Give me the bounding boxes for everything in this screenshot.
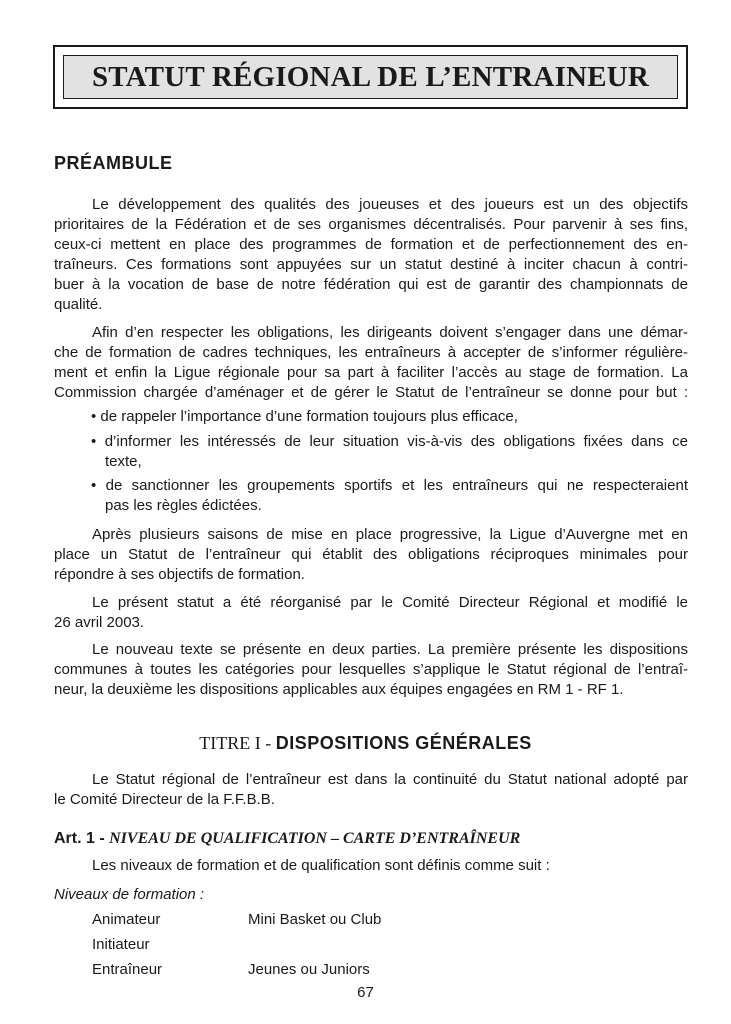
text-line: che de formation de cadres techniques, les entraîneurs à accepter de s’informer régulière- — [54, 344, 688, 361]
text-line: Le présent statut a été réorganisé par le Comité Directeur Régional et modifié le — [92, 594, 688, 611]
article-1-intro: Les niveaux de formation et de qualification sont définis comme suit : — [92, 857, 550, 874]
text-line: • de rappeler l’importance d’une formation toujours plus efficace, — [91, 408, 518, 425]
text-line: Le développement des qualités des joueuses et des joueurs est un des objectifs — [92, 196, 688, 213]
text-line: Le nouveau texte se présente en deux parties. La première présente les dispositions — [92, 641, 688, 658]
text-line: qualité. — [54, 296, 103, 313]
text-line: pas les règles édictées. — [105, 497, 262, 514]
text-line: • de sanctionner les groupements sportifs et les entraîneurs qui ne respecteraient — [91, 477, 688, 494]
article-label: Art. 1 — [54, 830, 95, 847]
preambule-paragraph-1 — [54, 195, 688, 315]
text-line: • d’informer les intéressés de leur situation vis-à-vis des obligations fixées dans ce — [91, 433, 688, 450]
text-line: le Comité Directeur de la F.F.B.B. — [54, 791, 275, 808]
preambule-paragraph-4 — [54, 593, 688, 633]
bullet-item-1 — [91, 407, 688, 427]
text-line: communes à toutes les catégories pour lesquelles s’applique le Statut régional de l’entraî- — [54, 661, 688, 678]
text-line: texte, — [105, 453, 142, 470]
title-inner-frame — [63, 55, 678, 99]
text-line: place un Statut de l’entraîneur qui établit des obligations réciproques minimales pour — [54, 546, 688, 563]
niveau-scope: Jeunes ou Juniors — [248, 961, 370, 978]
page-number: 67 — [357, 984, 374, 1001]
titre-title: DISPOSITIONS GÉNÉRALES — [275, 733, 532, 753]
titre-prefix: TITRE I - — [199, 733, 276, 753]
preambule-paragraph-3 — [54, 525, 688, 585]
text-line: Commission chargée d’aménager et de gérer le Statut de l’entraîneur se donne pour but : — [54, 384, 688, 401]
text-line: Après plusieurs saisons de mise en place progressive, la Ligue d’Auvergne met en — [92, 526, 688, 543]
niveaux-label: Niveaux de formation : — [54, 886, 205, 903]
text-line: répondre à ses objectifs de formation. — [54, 566, 305, 583]
text-line: Le Statut régional de l’entraîneur est dans la continuité du Statut national adopté par — [92, 771, 688, 788]
page-title: STATUT RÉGIONAL DE L’ENTRAINEUR — [91, 60, 650, 93]
text-line: neur, la deuxième les dispositions applicables aux équipes engagées en RM 1 - RF 1. — [54, 681, 624, 698]
text-line: ceux-ci mettent en place des programmes de formation et de perfectionnement des en- — [54, 236, 688, 253]
titre-1-heading — [0, 733, 731, 754]
niveau-level: Animateur — [92, 911, 161, 928]
text-line: buer à la vocation de base de notre fédération qui est de garantir des championnats de — [54, 276, 688, 293]
bullet-item-2 — [91, 432, 688, 472]
title-frame — [53, 45, 688, 109]
preambule-heading: PRÉAMBULE — [54, 153, 173, 173]
text-line: 26 avril 2003. — [54, 614, 145, 631]
bullet-item-3 — [91, 476, 688, 516]
text-line: Afin d’en respecter les obligations, les dirigeants doivent s’engager dans une démar- — [92, 324, 688, 341]
titre-1-paragraph — [54, 770, 688, 810]
niveau-level: Initiateur — [92, 936, 150, 953]
preambule-paragraph-5 — [54, 640, 688, 700]
text-line: traîneurs. Ces formations sont appuyées sur un statut destiné à inciter chacun à contri- — [54, 256, 688, 273]
text-line: ment et enfin la Ligue régionale pour sa part à faciliter l’accès au stage de formation. La — [54, 364, 688, 381]
preambule-paragraph-2 — [54, 323, 688, 403]
niveau-level: Entraîneur — [92, 961, 163, 978]
article-1-heading — [54, 830, 520, 848]
text-line: prioritaires de la Fédération et de ses organismes décentralisés. Pour parvenir à ses fins, — [54, 216, 688, 233]
niveau-scope: Mini Basket ou Club — [248, 911, 382, 928]
article-title: NIVEAU DE QUALIFICATION – CARTE D’ENTRAÎNEUR — [109, 830, 521, 847]
article-separator: - — [94, 830, 110, 847]
